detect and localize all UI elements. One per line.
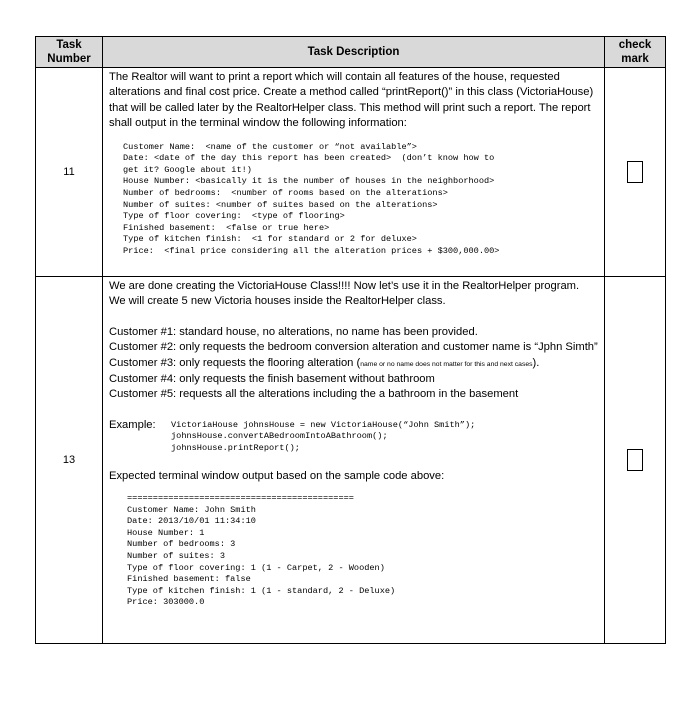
expected-output-label: Expected terminal window output based on the sample code above: — [109, 469, 445, 482]
example-code — [171, 418, 475, 455]
task-description-cell — [103, 277, 605, 644]
output-line: Finished basement: false — [127, 574, 251, 585]
example-label: Example: — [109, 418, 156, 431]
output-line: Number of bedrooms: 3 — [127, 539, 236, 550]
customer-3-end: ). — [532, 356, 540, 369]
report-line: get it? Google about it!) — [123, 164, 252, 175]
report-line: Customer Name: <name of the customer or “not available”> — [123, 141, 417, 152]
customer-3-note: name or no name does not matter for this and next cases — [360, 360, 533, 368]
output-line: Customer Name: John Smith — [127, 504, 256, 515]
customer-4-text: Customer #4: only requests the finish basement without bathroom — [109, 373, 435, 386]
customer-3-text — [109, 356, 598, 372]
customer-2-text: Customer #2: only requests the bedroom conversion alteration and customer name is “Jphn Simth” — [109, 341, 598, 354]
report-line: Number of suites: <number of suites based on the alterations> — [123, 199, 438, 210]
checkbox[interactable] — [627, 161, 643, 183]
table-header-row — [36, 37, 666, 68]
report-line: Price: <final price considering all the alteration prices + $300,000.00> — [123, 245, 500, 256]
report-line: House Number: <basically it is the number of houses in the neighborhood> — [123, 176, 495, 187]
example-block — [109, 418, 598, 455]
report-line: Finished basement: <false or true here> — [123, 222, 330, 233]
report-line: Type of kitchen finish: <1 for standard or 2 for deluxe> — [123, 234, 417, 245]
task-table — [35, 36, 666, 644]
task-intro-text: We are done creating the VictoriaHouse Class!!!! Now let’s use it in the RealtorHelper program. We will create 5 new Victoria houses inside the RealtorHelper class. — [109, 280, 580, 308]
output-line: Type of floor covering: 1 (1 - Carpet, 2 - Wooden) — [127, 562, 385, 573]
task-number-cell: 13 — [36, 277, 103, 644]
customer-3-label: Customer #3: only requests the flooring alteration ( — [109, 356, 361, 369]
report-format-block — [123, 142, 598, 258]
customer-5-text: Customer #5: requests all the alterations including the a bathroom in the basement — [109, 388, 519, 401]
task-description-header: Task Description — [103, 37, 605, 68]
code-line: VictoriaHouse johnsHouse = new VictoriaHouse(“John Smith”); — [171, 419, 476, 430]
code-line: johnsHouse.printReport(); — [171, 443, 300, 454]
report-line: Number of bedrooms: <number of rooms based on the alterations> — [123, 188, 448, 198]
checkbox[interactable] — [627, 449, 643, 471]
task-number-header: Task Number — [36, 37, 103, 68]
report-line: Date: <date of the day this report has been created> (don’t know how to — [123, 153, 495, 164]
output-line: Date: 2013/10/01 11:34:10 — [127, 516, 256, 527]
customer-1-text: Customer #1: standard house, no alterations, no name has been provided. — [109, 325, 478, 338]
table-row — [36, 277, 666, 644]
check-mark-cell[interactable] — [605, 68, 666, 277]
output-line: House Number: 1 — [127, 527, 205, 538]
output-line: Price: 303000.0 — [127, 597, 205, 608]
task-description-cell — [103, 68, 605, 277]
report-line: Type of floor covering: <type of flooring> — [123, 211, 345, 222]
check-mark-cell[interactable] — [605, 277, 666, 644]
check-mark-header: check mark — [605, 37, 666, 68]
table-row — [36, 68, 666, 277]
output-line: Type of kitchen finish: 1 (1 - standard, 2 - Deluxe) — [127, 585, 396, 596]
output-line: Number of suites: 3 — [127, 551, 225, 561]
task-intro-text: The Realtor will want to print a report which will contain all features of the house, requested alterations and final cost price. Create a method called “printReport()” in this class (VictoriaHouse) that will be called later by the RealtorHelper class. This method will print such a report. The report shall output in the terminal window the following information: — [109, 71, 594, 130]
output-line: ============================================ — [127, 493, 354, 504]
task-number-cell: 11 — [36, 68, 103, 277]
expected-output-block — [127, 493, 598, 609]
code-line: johnsHouse.convertABedroomIntoABathroom(); — [171, 431, 388, 442]
